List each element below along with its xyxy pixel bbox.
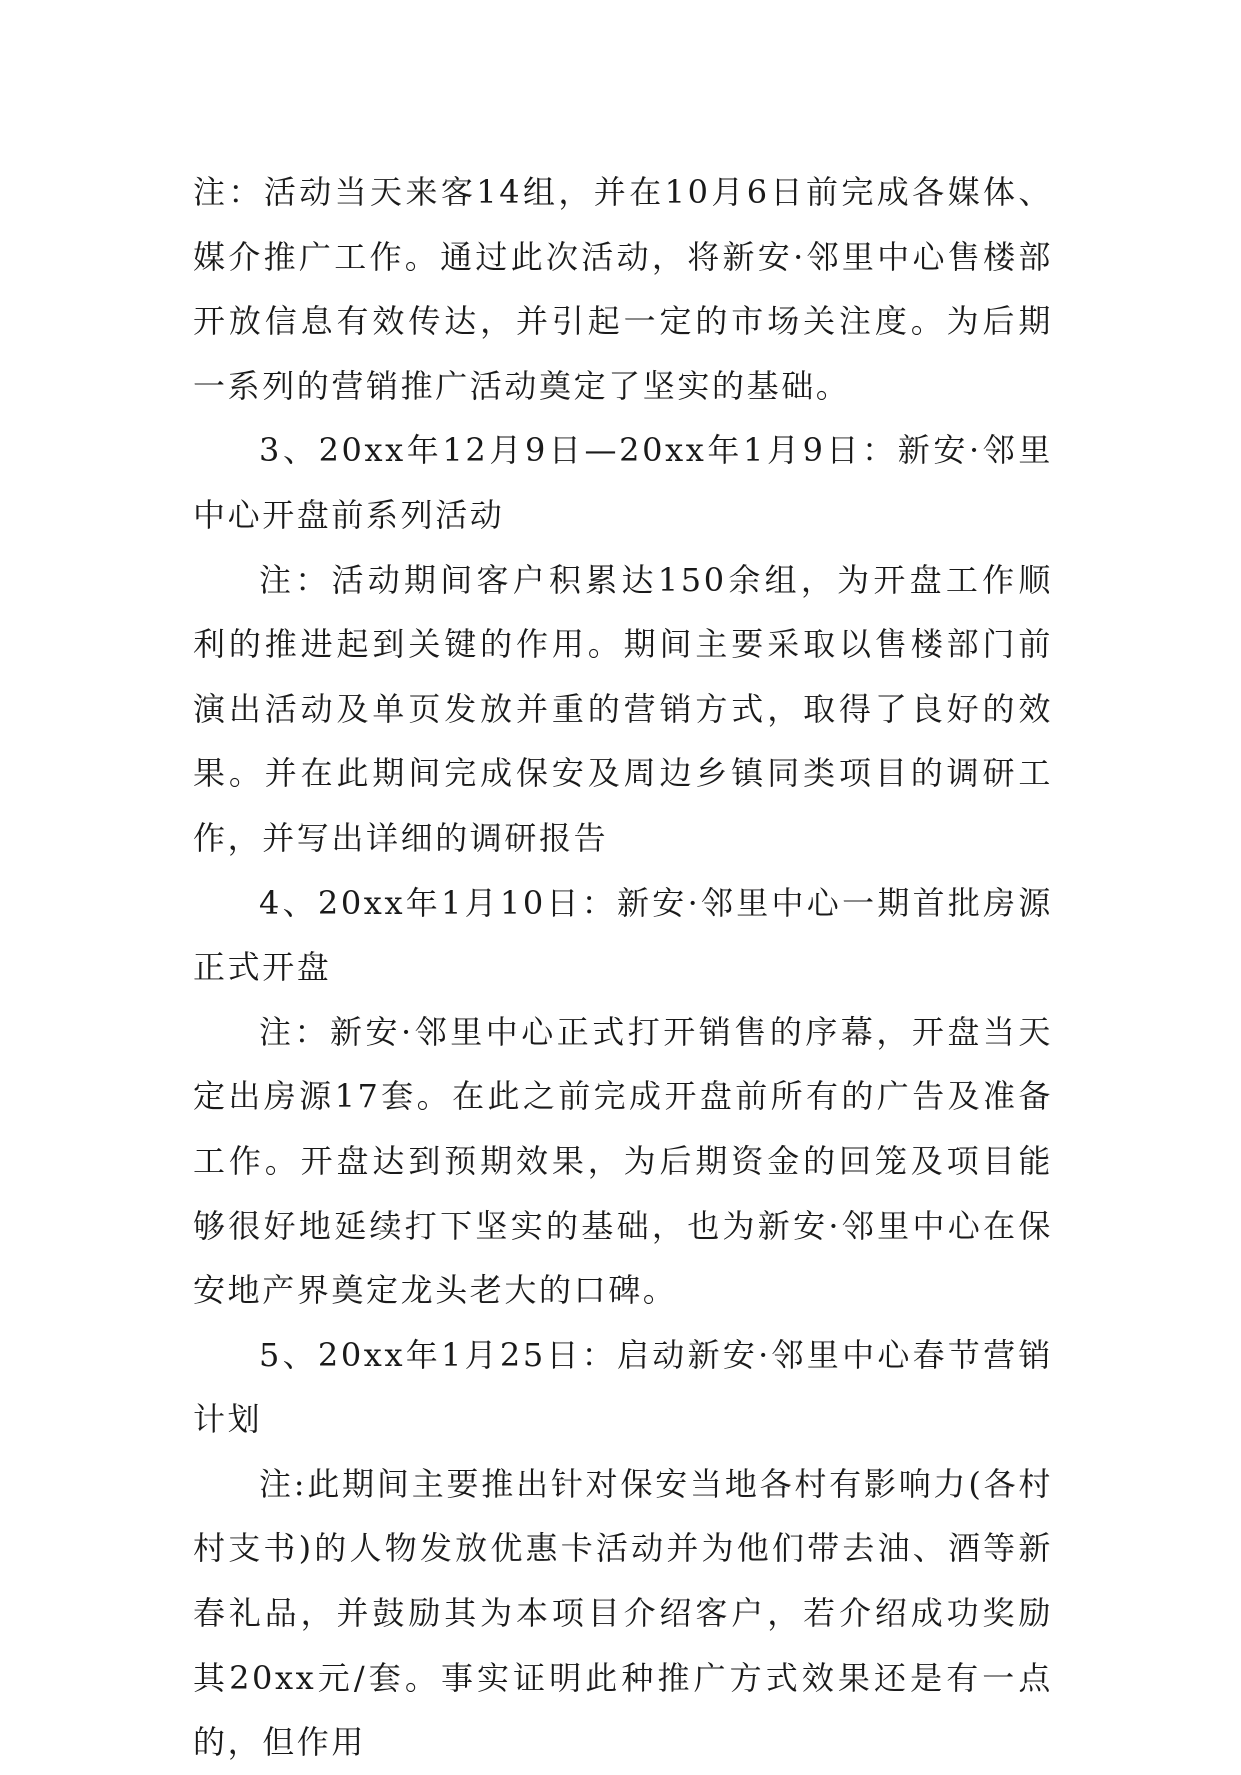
paragraph-item-4-official-opening: 4、20xx年1月10日：新安·邻里中心一期首批房源正式开盘 <box>193 883 1053 987</box>
paragraph-note-4: 注：新安·邻里中心正式打开销售的序幕，开盘当天定出房源17套。在此之前完成开盘前所有的广告及准备工作。开盘达到预期效果，为后期资金的回笼及项目能够很好地延续打下坚实的基础，也为新安·邻里中心在保安地产界奠定龙头老大的口碑。 <box>193 1012 1053 1310</box>
paragraph-note-5: 注:此期间主要推出针对保安当地各村有影响力(各村村支书)的人物发放优惠卡活动并为他们带去油、酒等新春礼品，并鼓励其为本项目介绍客户，若介绍成功奖励其20xx元/套。事实证明此种推广方式效果还是有一点的，但作用 <box>193 1464 1053 1762</box>
document-body <box>193 160 1053 1775</box>
paragraph-note-3: 注：活动期间客户积累达150余组，为开盘工作顺利的推进起到关键的作用。期间主要采取以售楼部门前演出活动及单页发放并重的营销方式，取得了良好的效果。并在此期间完成保安及周边乡镇同类项目的调研工作，并写出详细的调研报告 <box>193 560 1053 857</box>
paragraph-item-3-pre-opening-activities: 3、20xx年12月9日—20xx年1月9日：新安·邻里中心开盘前系列活动 <box>193 431 1053 534</box>
paragraph-note-activity-day: 注：活动当天来客14组，并在10月6日前完成各媒体、媒介推广工作。通过此次活动，将新安·邻里中心售楼部开放信息有效传达，并引起一定的市场关注度。为后期一系列的营销推广活动奠定了坚实的基础。 <box>193 173 1053 405</box>
paragraph-item-5-spring-festival-plan: 5、20xx年1月25日：启动新安·邻里中心春节营销计划 <box>193 1335 1053 1439</box>
